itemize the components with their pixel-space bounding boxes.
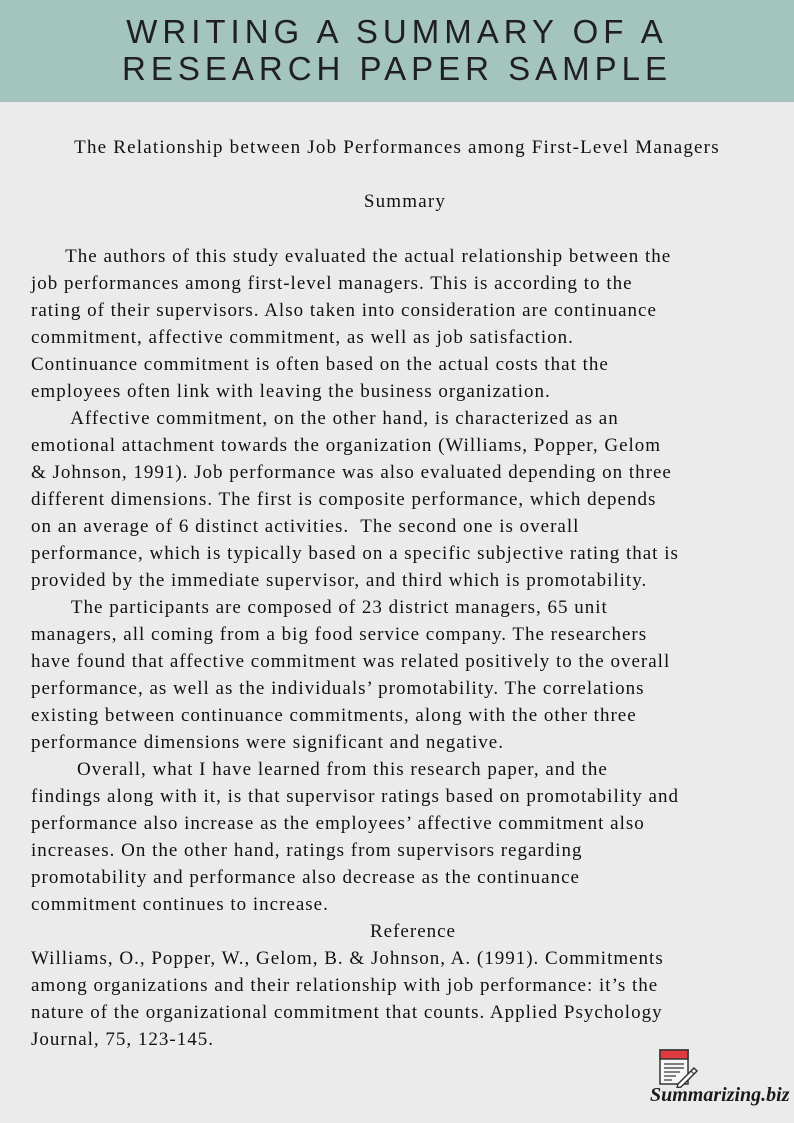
reference-line: Journal, 75, 123-145. xyxy=(31,1029,215,1050)
body-line: on an average of 6 distinct activities. The second one is overall xyxy=(31,516,580,537)
document-title: The Relationship between Job Performances among First-Level Managers xyxy=(74,137,720,158)
body-line: employees often link with leaving the business organization. xyxy=(31,381,551,402)
header-band xyxy=(0,0,794,102)
body-line: & Johnson, 1991). Job performance was also evaluated depending on three xyxy=(31,462,672,483)
document-pen-icon xyxy=(658,1048,698,1088)
reference-line: nature of the organizational commitment that counts. Applied Psychology xyxy=(31,1002,663,1023)
body-line: job performances among first-level managers. This is according to the xyxy=(31,273,633,294)
body-line: emotional attachment towards the organization (Williams, Popper, Gelom xyxy=(31,435,662,456)
body-line: The authors of this study evaluated the actual relationship between the xyxy=(31,246,672,267)
document-body xyxy=(31,243,783,1053)
body-line: promotability and performance also decrease as the continuance xyxy=(31,867,580,888)
body-line: increases. On the other hand, ratings from supervisors regarding xyxy=(31,840,583,861)
reference-line: among organizations and their relationship with job performance: it’s the xyxy=(31,975,659,996)
body-line: different dimensions. The first is composite performance, which depends xyxy=(31,489,657,510)
body-line: managers, all coming from a big food service company. The researchers xyxy=(31,624,648,645)
body-line: Overall, what I have learned from this research paper, and the xyxy=(31,759,608,780)
body-line: performance also increase as the employees’ affective commitment also xyxy=(31,813,645,834)
header-title-line-2: RESEARCH PAPER SAMPLE xyxy=(121,50,673,87)
summary-heading: Summary xyxy=(363,191,447,212)
summarizing-logo[interactable] xyxy=(650,1048,794,1112)
body-line: performance dimensions were significant and negative. xyxy=(31,732,504,753)
logo-text: Summarizing.biz xyxy=(650,1084,790,1106)
body-line: commitment, affective commitment, as well as job satisfaction. xyxy=(31,327,574,348)
body-line: existing between continuance commitments, along with the other three xyxy=(31,705,637,726)
reference-line: Williams, O., Popper, W., Gelom, B. & Johnson, A. (1991). Commitments xyxy=(31,948,664,969)
body-line: performance, as well as the individuals’ promotability. The correlations xyxy=(31,678,645,699)
body-line: commitment continues to increase. xyxy=(31,894,329,915)
reference-heading: Reference xyxy=(370,921,456,942)
body-line: Affective commitment, on the other hand, is characterized as an xyxy=(31,408,619,429)
header-title-line-1: WRITING A SUMMARY OF A xyxy=(126,13,668,50)
body-line: The participants are composed of 23 district managers, 65 unit xyxy=(31,597,608,618)
body-line: performance, which is typically based on a specific subjective rating that is xyxy=(31,543,679,564)
body-line: provided by the immediate supervisor, and third which is promotability. xyxy=(31,570,648,591)
body-line: rating of their supervisors. Also taken into consideration are continuance xyxy=(31,300,657,321)
body-line: Continuance commitment is often based on the actual costs that the xyxy=(31,354,609,375)
body-line: have found that affective commitment was related positively to the overall xyxy=(31,651,671,672)
body-line: findings along with it, is that supervisor ratings based on promotability and xyxy=(31,786,679,807)
